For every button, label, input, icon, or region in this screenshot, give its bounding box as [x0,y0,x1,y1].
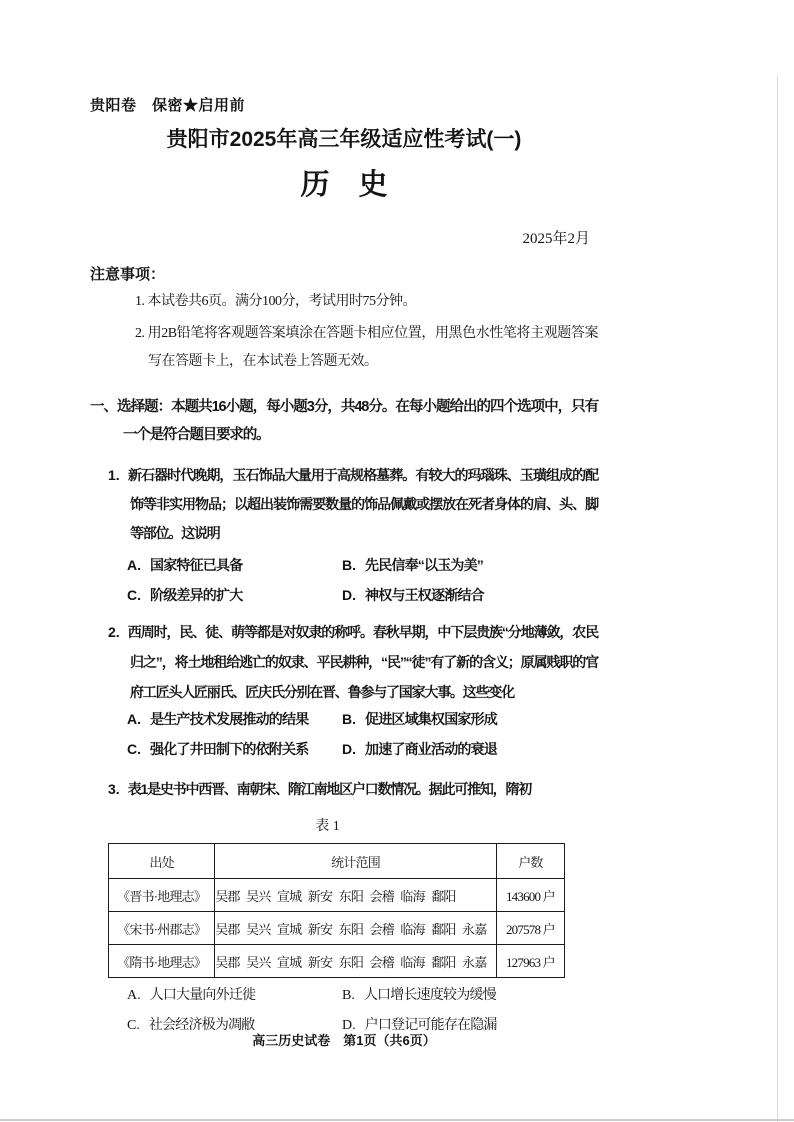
table-cell-scope: 吴郡 吴兴 宣城 新安 东阳 会稽 临海 鄱阳 永嘉 [215,912,497,945]
table-cell-count: 207578 户 [496,912,564,945]
question-2-text: 西周时，民、徒、萌等都是对奴隶的称呼。春秋早期，中下层贵族“分地薄敛，农民归之”，将土地租给逃亡的奴隶、平民耕种，“民”“徒”有了新的含义；原属贱职的官府工匠头人匠丽氏、匠庆氏分别在晋、鲁参与了国家大事。这些变化 [127,624,598,700]
table-cell-scope: 吴郡 吴兴 宣城 新安 东阳 会稽 临海 鄱阳 [215,879,497,912]
notice-item-2: 2. 用2B铅笔将客观题答案填涂在答题卡相应位置，用黑色水性笔将主观题答案写在答题卡上，在本试卷上答题无效。 [135,326,598,369]
table-header-source: 出处 [109,844,215,879]
question-3-option-b: B. 人口增长速度较为缓慢 [342,988,496,1003]
table-header-count: 户数 [496,844,564,879]
question-3-stem [90,775,598,804]
population-table [108,843,565,978]
exam-title: 贵阳市2025年高三年级适应性考试(一) [166,128,522,151]
question-1-number: 1. [108,467,120,483]
question-1-option-c: C. 阶级差异的扩大 [127,587,243,603]
question-2-option-d: D. 加速了商业活动的衰退 [342,741,497,757]
question-1-text: 新石器时代晚期，玉石饰品大量用于高规格墓葬。有较大的玛瑙珠、玉璜组成的配饰等非实用物品；以超出装饰需要数量的饰品佩戴或摆放在死者身体的肩、头、脚等部位。这说明 [127,467,598,541]
question-3-options [90,986,598,1035]
question-2-option-c: C. 强化了井田制下的依附关系 [127,741,309,757]
table-cell-source: 《晋书·地理志》 [109,879,215,912]
question-3-option-a: A. 人口大量向外迁徙 [127,988,256,1003]
question-2 [90,617,598,759]
question-2-stem [90,617,598,707]
table-row [109,912,565,945]
question-2-option-b: B. 促进区域集权国家形成 [342,711,497,727]
scan-edge-line-bottom [0,1119,794,1121]
table-header-row [109,844,565,879]
security-label: 贵阳卷 保密★启用前 [90,97,246,114]
question-2-options [90,710,598,759]
page-footer: 高三历史试卷 第1页（共6页） [252,1033,436,1048]
notice-heading: 注意事项： [90,266,166,283]
table-cell-scope: 吴郡 吴兴 宣城 新安 东阳 会稽 临海 鄱阳 永嘉 [215,945,497,978]
exam-date: 2025年2月 [522,231,590,247]
table-cell-count: 127963 户 [496,945,564,978]
section-intro: 一、选择题：本题共16小题，每小题3分，共48分。在每小题给出的四个选项中，只有一个是符合题目要求的。 [90,399,598,443]
table-cell-count: 143600 户 [496,879,564,912]
question-2-option-a: A. 是生产技术发展推动的结果 [127,711,309,727]
page-content [90,0,598,1046]
question-1-option-b: B. 先民信奉“以玉为美” [342,557,483,573]
question-1-option-a: A. 国家特征已具备 [127,557,243,573]
table-caption: 表 1 [315,819,340,834]
option-row [90,586,598,605]
table-row [109,879,565,912]
question-3-option-c: C. 社会经济极为凋敝 [127,1018,255,1033]
table-row [109,945,565,978]
subject-title: 历 史 [300,169,388,201]
option-row [90,556,598,575]
question-1-stem [90,461,598,548]
question-1 [90,461,598,605]
question-3-number: 3. [108,781,120,797]
question-1-options [90,556,598,605]
table-header-scope: 统计范围 [215,844,497,879]
question-1-option-d: D. 神权与王权逐渐结合 [342,587,484,603]
question-3 [90,775,598,1035]
scan-edge-line-right [777,75,778,1122]
notice-item-1: 1. 本试卷共6页。满分100分，考试用时75分钟。 [135,294,416,309]
option-row [90,986,598,1005]
table-cell-source: 《宋书·州郡志》 [109,912,215,945]
option-row [90,710,598,729]
table-cell-source: 《隋书·地理志》 [109,945,215,978]
question-2-number: 2. [108,624,120,640]
question-3-option-d: D. 户口登记可能存在隐漏 [342,1018,497,1033]
question-3-text: 表1是史书中西晋、南朝宋、隋江南地区户口数情况。据此可推知，隋初 [127,781,532,797]
option-row [90,740,598,759]
